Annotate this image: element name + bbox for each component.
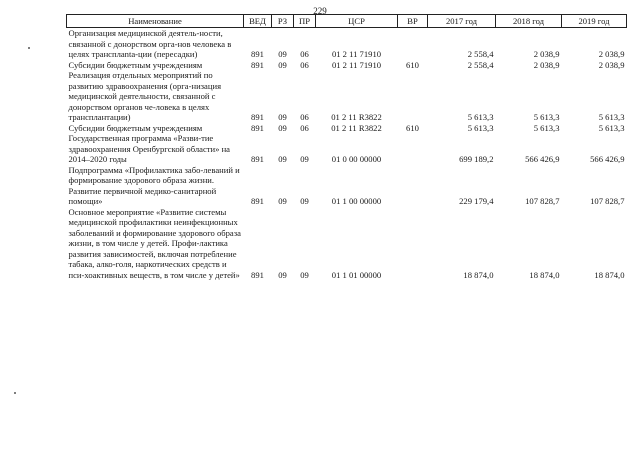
scan-speck <box>28 47 30 49</box>
row-2019: 566 426,9 <box>590 154 625 164</box>
table-row <box>67 123 627 134</box>
scan-speck <box>14 392 16 394</box>
row-2017: 2 558,4 <box>467 59 494 70</box>
page-number: 229 <box>313 6 327 16</box>
row-2019: 2 038,9 <box>598 49 625 59</box>
row-2019: 107 828,7 <box>590 196 625 206</box>
row-2018: 107 828,7 <box>525 196 560 206</box>
row-pr: 09 <box>300 269 309 280</box>
row-2019: 5 613,3 <box>598 112 625 122</box>
row-csr: 01 2 11 71910 <box>331 49 382 59</box>
table-row <box>67 60 627 71</box>
table-row <box>67 207 627 281</box>
row-csr: 01 1 01 00000 <box>331 269 382 280</box>
table-row <box>67 28 627 60</box>
row-csr: 01 0 00 00000 <box>331 154 382 164</box>
row-2017: 18 874,0 <box>463 269 494 280</box>
column-header-2017: 2017 год <box>428 15 496 28</box>
row-vr: 610 <box>406 122 419 133</box>
row-rz: 09 <box>278 196 287 206</box>
row-2017: 5 613,3 <box>467 122 494 133</box>
row-name: Государственная программа «Разви-тие здравоохранения Оренбургской области» на 2014–2020 годы <box>68 133 230 164</box>
row-csr: 01 2 11 R3822 <box>331 112 382 122</box>
row-pr: 09 <box>300 154 309 164</box>
table-row <box>67 165 627 207</box>
column-header-ved: ВЕД <box>244 15 272 28</box>
row-pr: 06 <box>300 49 309 59</box>
row-rz: 09 <box>278 122 287 133</box>
row-name: Организация медицинской деятель-ности, связанной с донорством орга-нов человека в целях трансплanta-ции (пересадки) <box>68 28 232 59</box>
row-2018: 566 426,9 <box>525 154 560 164</box>
column-header-pr: ПР <box>294 15 316 28</box>
row-vr <box>398 207 428 281</box>
row-name: Основное мероприятие «Развитие системы медицинской профилактики неинфекционных заболеваний и формирование здорового образа жизни, в том числе у детей. Профи-лактика развития зависимостей, включая потребление табака, алко-голя, наркотических средств и пси-хоактивных веществ, в том числе у детей» <box>68 206 241 280</box>
row-2017: 5 613,3 <box>467 112 494 122</box>
row-rz: 09 <box>278 59 287 70</box>
row-pr: 09 <box>300 196 309 206</box>
row-name: Субсидии бюджетным учреждениям <box>68 122 203 133</box>
row-name: Подпрограмма «Профилактика забо-леваний и формирование здорового образа жизни. Развитие первичной медико-санитарной помощи» <box>68 164 240 206</box>
row-vr <box>398 28 428 60</box>
row-2018: 18 874,0 <box>529 269 560 280</box>
row-2019: 18 874,0 <box>594 269 625 280</box>
row-ved: 891 <box>251 122 264 133</box>
row-name: Реализация отдельных мероприятий по развитию здравоохранения (орга-низация медицинской деятельности, связанной с донорством органов че-ловека в целях трансплантации) <box>68 70 222 122</box>
column-header-name: Наименование <box>67 15 244 28</box>
column-header-rz: РЗ <box>272 15 294 28</box>
row-rz: 09 <box>278 269 287 280</box>
row-rz: 09 <box>278 112 287 122</box>
row-pr: 06 <box>300 112 309 122</box>
row-pr: 06 <box>300 122 309 133</box>
row-csr: 01 2 11 71910 <box>331 59 382 70</box>
row-2018: 5 613,3 <box>533 112 560 122</box>
row-2018: 2 038,9 <box>533 59 560 70</box>
row-name: Субсидии бюджетным учреждениям <box>68 59 203 70</box>
table-row <box>67 133 627 165</box>
row-2019: 5 613,3 <box>598 122 625 133</box>
row-csr: 01 2 11 R3822 <box>331 122 382 133</box>
row-vr <box>398 165 428 207</box>
column-header-csr: ЦСР <box>316 15 398 28</box>
row-2017: 699 189,2 <box>459 154 494 164</box>
row-ved: 891 <box>251 49 264 59</box>
row-2018: 2 038,9 <box>533 49 560 59</box>
row-2017: 2 558,4 <box>467 49 494 59</box>
row-vr <box>398 133 428 165</box>
budget-table <box>66 14 627 280</box>
row-csr: 01 1 00 00000 <box>331 196 382 206</box>
row-2018: 5 613,3 <box>533 122 560 133</box>
row-rz: 09 <box>278 49 287 59</box>
column-header-2018: 2018 год <box>496 15 562 28</box>
table-row <box>67 70 627 123</box>
row-vr <box>398 70 428 123</box>
row-ved: 891 <box>251 59 264 70</box>
row-ved: 891 <box>251 269 264 280</box>
row-ved: 891 <box>251 154 264 164</box>
row-rz: 09 <box>278 154 287 164</box>
row-ved: 891 <box>251 196 264 206</box>
column-header-2019: 2019 год <box>562 15 627 28</box>
row-2019: 2 038,9 <box>598 59 625 70</box>
row-2017: 229 179,4 <box>459 196 494 206</box>
table-header-row <box>67 15 627 28</box>
row-vr: 610 <box>406 59 419 70</box>
row-ved: 891 <box>251 112 264 122</box>
row-pr: 06 <box>300 59 309 70</box>
column-header-vr: ВР <box>398 15 428 28</box>
